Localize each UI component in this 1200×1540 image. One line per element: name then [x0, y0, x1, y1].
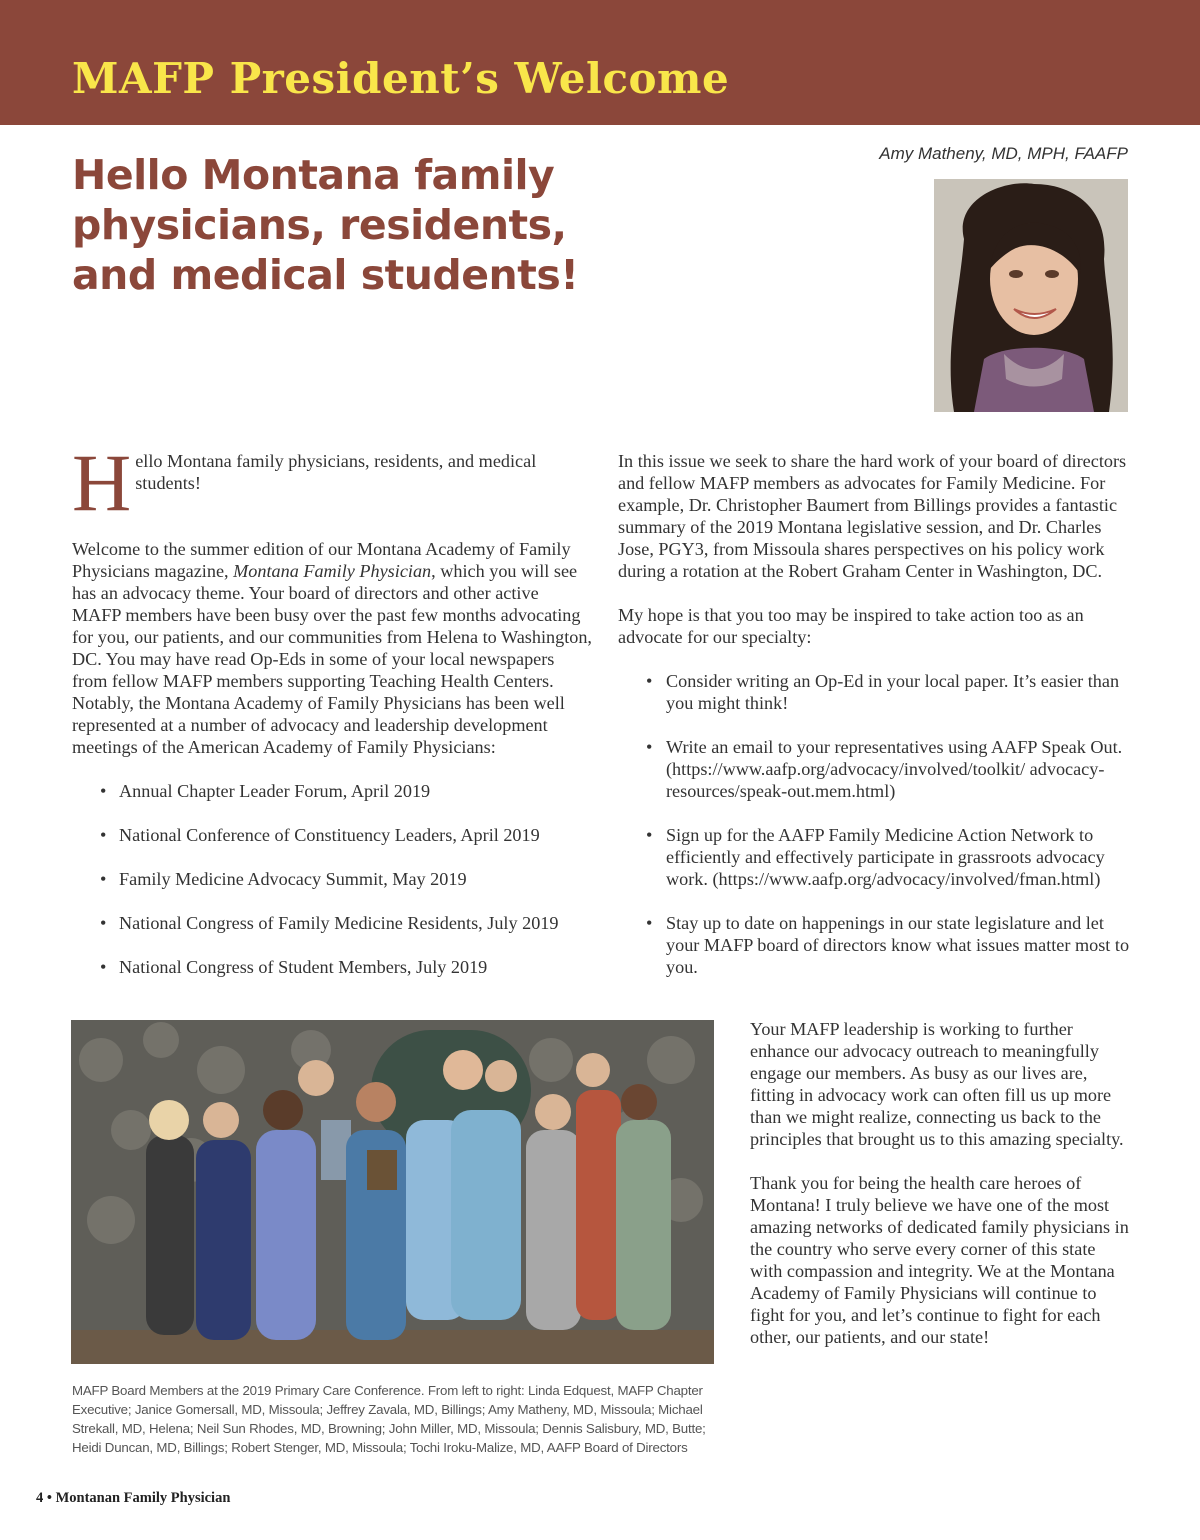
list-item: • Stay up to date on happenings in our state legislature and let your MAFP board of directors know what issues matter most to you. [618, 912, 1130, 978]
portrait-photo-icon [934, 179, 1128, 412]
bottom-column [750, 1018, 1132, 1370]
actions-list [618, 670, 1130, 978]
right-column [618, 450, 1130, 1000]
intro-text: ello Montana family physicians, residents, and medical students! [135, 451, 537, 493]
left-column [72, 437, 592, 1000]
intro-paragraph [72, 437, 592, 528]
author-portrait [934, 179, 1128, 412]
page-title: MAFP President’s Welcome [72, 54, 730, 103]
header-bar [0, 0, 1200, 125]
list-item: • Sign up for the AAFP Family Medicine Action Network to efficiently and effectively participate in grassroots advocacy work. (https://www.aafp.org/advocacy/involved/fman.html) [618, 824, 1130, 890]
page-footer [36, 1490, 230, 1507]
magazine-title: Montana Family Physician [233, 561, 432, 581]
welcome-text-end: , which you will see has an advocacy theme. Your board of directors and other active MAFP members have been busy over the past few months advocating for you, our patients, and our communities from Helena to Washington, DC. You may have read Op-Eds in some of your local newspapers from fellow MAFP members supporting Teaching Health Centers. Notably, the Montana Academy of Family Physicians has been well represented at a number of advocacy and leadership development meetings of the American Academy of Family Physicians: [72, 561, 592, 757]
group-photo-icon [71, 1020, 714, 1364]
welcome-paragraph [72, 538, 592, 758]
list-item: • Write an email to your representatives using AAFP Speak Out. (https://www.aafp.org/advocacy/involved/toolkit/ advocacy-resources/speak-out.mem.html) [618, 736, 1130, 802]
list-item: • Family Medicine Advocacy Summit, May 2019 [72, 868, 592, 890]
page-number: 4 [36, 1490, 44, 1506]
photo-caption: MAFP Board Members at the 2019 Primary Care Conference. From left to right: Linda Edquest, MAFP Chapter Executive; Janice Gomersall, MD, Missoula; Jeffrey Zavala, MD, Billings; Amy Matheny, MD, Missoula; Michael Strekall, MD, Helena; Neil Sun Rhodes, MD, Browning; John Miller, MD, Missoula; Dennis Salisbury, MD, Butte; Heidi Duncan, MD, Billings; Robert Stenger, MD, Missoula; Tochi Iroku-Malize, MD, AAFP Board of Directors [72, 1383, 706, 1455]
list-item: • National Conference of Constituency Leaders, April 2019 [72, 824, 592, 846]
list-item: • Consider writing an Op-Ed in your local paper. It’s easier than you might think! [618, 670, 1130, 714]
author-byline: Amy Matheny, MD, MPH, FAAFP [879, 144, 1128, 163]
group-photo [71, 1020, 714, 1364]
welcome-text-start: Welcome to the summer edition of our Montana Academy of Family Physicians magazine, [72, 539, 571, 581]
list-item: • Annual Chapter Leader Forum, April 2019 [72, 780, 592, 802]
footer-separator: • [46, 1490, 52, 1506]
article-headline: Hello Montana family physicians, residents, and medical students! [72, 151, 579, 299]
hope-paragraph: My hope is that you too may be inspired to take action too as an advocate for our specialty: [618, 605, 1084, 647]
drop-cap: H [72, 437, 132, 528]
leadership-paragraph: Your MAFP leadership is working to further enhance our advocacy outreach to meaningfully engage our members. As busy as our lives are, fitting in advocacy work can often fill us up more than we might realize, connecting us back to the principles that brought us to this amazing specialty. [750, 1019, 1124, 1149]
meetings-list [72, 780, 592, 978]
list-item: • National Congress of Family Medicine Residents, July 2019 [72, 912, 592, 934]
thanks-paragraph: Thank you for being the health care heroes of Montana! I truly believe we have one of the most amazing networks of dedicated family physicians in the country who serve every corner of this state with compassion and integrity. We at the Montana Academy of Family Physicians will continue to fight for you, and let’s continue to fight for each other, our patients, and our state! [750, 1173, 1129, 1347]
publication-name: Montanan Family Physician [55, 1490, 231, 1506]
issue-paragraph: In this issue we seek to share the hard work of your board of directors and fellow MAFP members as advocates for Family Medicine. For example, Dr. Christopher Baumert from Billings provides a fantastic summary of the 2019 Montana legislative session, and Dr. Charles Jose, PGY3, from Missoula shares perspectives on his policy work during a rotation at the Robert Graham Center in Washington, DC. [618, 451, 1127, 581]
list-item: • National Congress of Student Members, July 2019 [72, 956, 592, 978]
